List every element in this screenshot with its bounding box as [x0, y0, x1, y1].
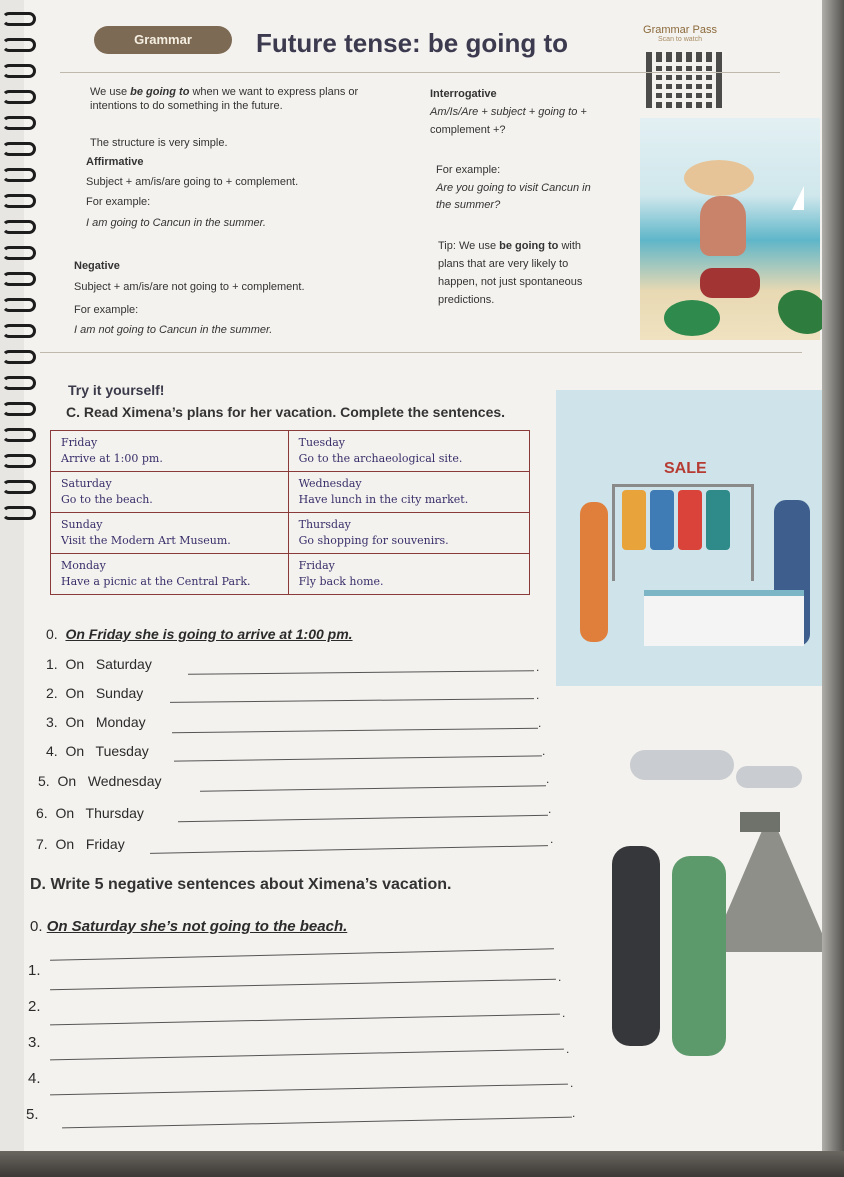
negative-example: I am not going to Cancun in the summer. [74, 324, 273, 336]
tip-line-2: plans that are very likely to [438, 258, 569, 270]
tip-line-4: predictions. [438, 294, 495, 306]
interrogative-heading: Interrogative [430, 88, 497, 100]
tourist-figure [612, 846, 660, 1046]
page-edge-shadow [822, 0, 844, 1177]
plan-cell: Friday Fly back home. [288, 554, 529, 595]
grammar-badge: Grammar [94, 26, 232, 54]
tourist-figure-2 [672, 856, 726, 1056]
interrogative-form-1: Am/Is/Are + subject + going to + [430, 106, 587, 118]
grammar-pass-sub: Scan to watch [658, 36, 702, 43]
exercise-item-3: 3. On Monday [46, 714, 146, 730]
plan-cell: Monday Have a picnic at the Central Park. [51, 554, 289, 595]
example-label-2: For example: [74, 304, 139, 316]
clothing-item [706, 490, 730, 550]
negative-heading: Negative [74, 260, 120, 272]
section-d-title: D. Write 5 negative sentences about Ximena’s vacation. [30, 876, 452, 893]
tip-line-3: happen, not just spontaneous [438, 276, 583, 288]
tip-line-1: Tip: We use be going to with [438, 240, 582, 252]
negative-item-5: 5. [26, 1106, 39, 1123]
affirmative-form: Subject + am/is/are going to + complement. [86, 176, 299, 188]
plan-cell: Tuesday Go to the archaeological site. [288, 431, 529, 472]
negative-item-2: 2. [28, 998, 41, 1015]
pyramid-illustration [710, 812, 830, 952]
exercise-item-2: 2. On Sunday [46, 685, 144, 701]
palm-leaf-icon [664, 300, 720, 336]
sun-hat-shape [684, 160, 754, 196]
pyramid-temple-top [740, 812, 780, 832]
affirmative-heading: Affirmative [86, 156, 144, 168]
intro-line-1: We use be going to when we want to express plans or [90, 86, 359, 98]
qr-code-icon[interactable] [646, 52, 722, 108]
example-sentence: 0. On Friday she is going to arrive at 1:00 pm. [46, 626, 353, 642]
divider-2 [40, 352, 802, 353]
swimsuit-shape [700, 268, 760, 298]
exercise-item-1: 1. On Saturday [46, 656, 152, 672]
shop-table [644, 590, 804, 646]
shopper-figure [580, 502, 608, 642]
plan-cell: Friday Arrive at 1:00 pm. [51, 431, 289, 472]
negative-form: Subject + am/is/are not going to + complement. [74, 281, 305, 293]
plan-cell: Thursday Go shopping for souvenirs. [288, 513, 529, 554]
example-label: For example: [86, 196, 151, 208]
affirmative-example: I am going to Cancun in the summer. [86, 217, 266, 229]
clothing-item [678, 490, 702, 550]
interrogative-example-label: For example: [436, 164, 501, 176]
exercise-item-7: 7. On Friday [36, 836, 125, 852]
section-c-title: C. Read Ximena’s plans for her vacation. Complete the sentences. [66, 404, 506, 420]
negative-item-4: 4. [28, 1070, 41, 1087]
plan-cell: Wednesday Have lunch in the city market. [288, 472, 529, 513]
spiral-binding [0, 0, 40, 1165]
negative-item-3: 3. [28, 1034, 41, 1051]
page-bottom-shadow [0, 1151, 844, 1177]
structure-note: The structure is very simple. [90, 137, 228, 149]
intro-line-2: intentions to do something in the future. [90, 100, 283, 112]
cloud-shape-2 [736, 766, 802, 788]
woman-shape [700, 196, 746, 256]
exercise-item-4: 4. On Tuesday [46, 743, 149, 759]
cloud-shape [630, 750, 734, 780]
page-title: Future tense: be going to [256, 28, 568, 58]
clothing-item [622, 490, 646, 550]
interrogative-form-2: complement +? [430, 124, 506, 136]
plan-cell: Saturday Go to the beach. [51, 472, 289, 513]
grammar-pass-text: Grammar Pass [643, 24, 717, 36]
divider [60, 72, 780, 73]
clothing-item [650, 490, 674, 550]
interrogative-example-2: the summer? [436, 199, 501, 211]
negative-item-1: 1. [28, 962, 41, 979]
vacation-plan-table [50, 430, 530, 595]
interrogative-example-1: Are you going to visit Cancun in [436, 182, 591, 194]
exercise-item-5: 5. On Wednesday [38, 773, 162, 789]
section-d-example: 0. On Saturday she’s not going to the beach. [30, 918, 348, 935]
exercise-item-6: 6. On Thursday [36, 805, 144, 821]
grammar-pass-label [632, 24, 728, 43]
sale-sign: SALE [664, 460, 707, 477]
try-it-heading: Try it yourself! [68, 382, 165, 398]
plan-cell: Sunday Visit the Modern Art Museum. [51, 513, 289, 554]
sailboat-icon [792, 186, 804, 210]
